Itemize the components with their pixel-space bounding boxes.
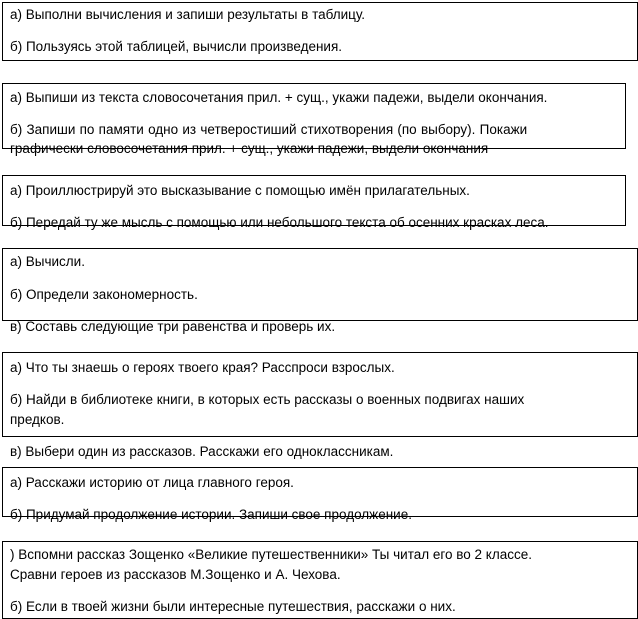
task-1-line-b: б) Пользуясь этой таблицей, вычисли произведения. (10, 39, 343, 54)
task-2-line-a: а) Выпиши из текста словосочетания прил. + сущ., укажи падежи, выдели окончания. (10, 90, 548, 105)
task-4-line-b: б) Определи закономерность. (10, 287, 198, 302)
task-1-line-a: а) Выполни вычисления и запиши результаты в таблицу. (10, 7, 366, 22)
task-5-line-d: в) Выбери один из рассказов. Расскажи его одноклассникам. (10, 444, 394, 459)
task-6-line-b: б) Придумай продолжение истории. Запиши свое продолжение. (10, 507, 412, 522)
task-7-line-c: б) Если в твоей жизни были интересные путешествия, расскажи о них. (10, 599, 456, 614)
task-5-line-a: а) Что ты знаешь о героях твоего края? Расспроси взрослых. (10, 360, 395, 375)
task-3-line-a: а) Проиллюстрируй это высказывание с помощью имён прилагательных. (10, 183, 470, 198)
task-2-line-b: б) Запиши по памяти одно из четверостиший стихотворения (по выбору). Покажи (10, 122, 528, 137)
task-7-line-a: ) Вспомни рассказ Зощенко «Великие путешественники» Ты читал его во 2 классе. (10, 547, 532, 562)
task-4-line-c: в) Составь следующие три равенства и проверь их. (10, 319, 336, 334)
task-7-line-b: Сравни героев из рассказов М.Зощенко и А. Чехова. (10, 567, 341, 582)
task-6-line-a: а) Расскажи историю от лица главного героя. (10, 475, 294, 490)
task-box-4 (2, 248, 638, 321)
task-3-line-b: б) Передай ту же мысль с помощью или небольшого текста об осенних красках леса. (10, 215, 549, 230)
task-5-line-c: предков. (10, 412, 65, 427)
task-2-line-c: графически словосочетания прил. + сущ., укажи падежи, выдели окончания (10, 141, 489, 156)
task-5-line-b: б) Найди в библиотеке книги, в которых есть рассказы о военных подвигах наших (10, 392, 525, 407)
task-4-line-a: а) Вычисли. (10, 254, 85, 269)
